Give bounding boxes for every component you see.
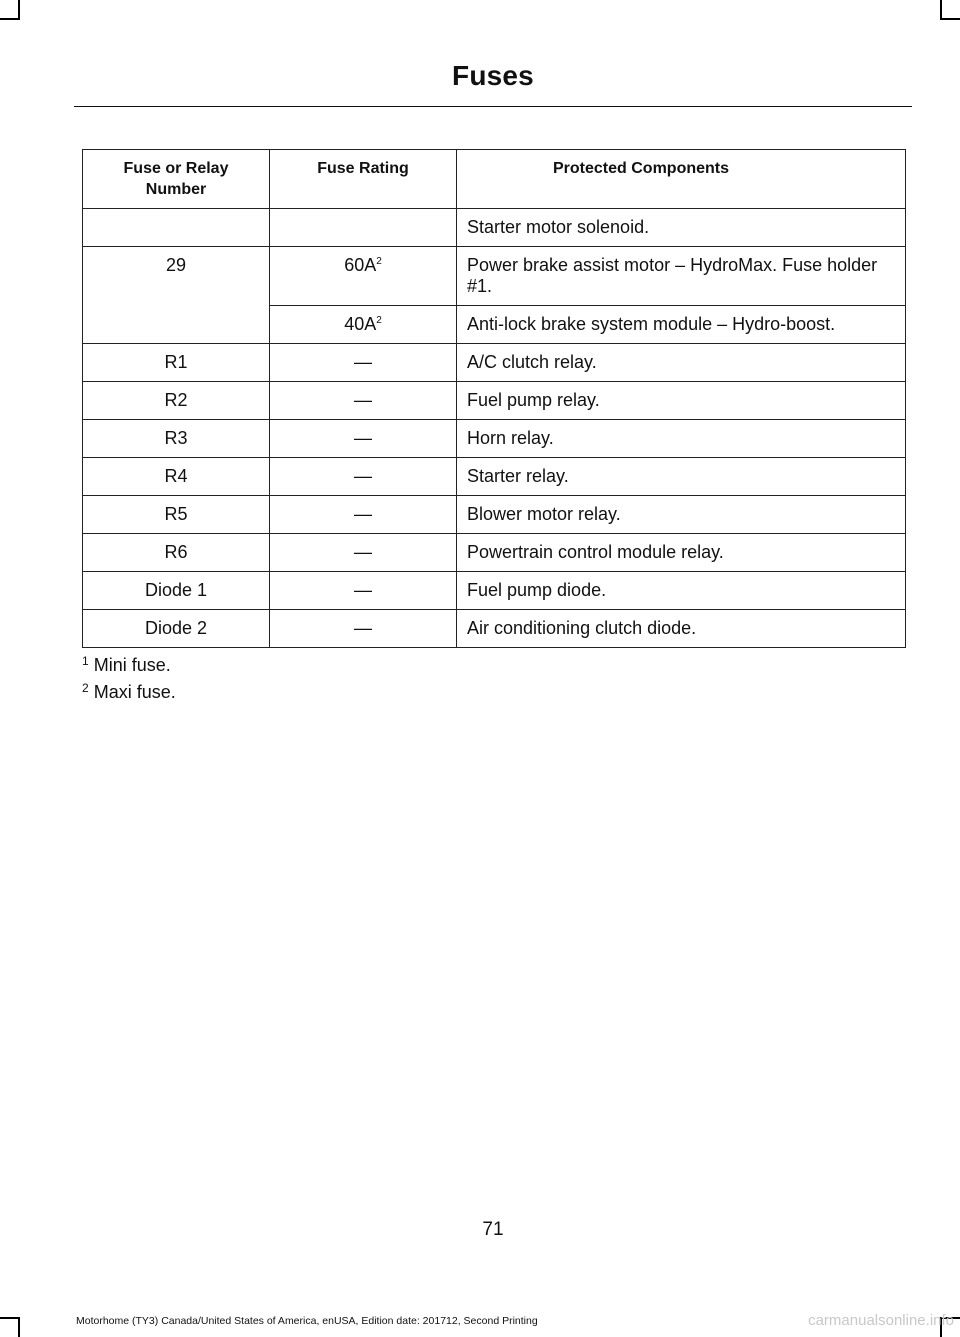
table-row: [83, 382, 906, 420]
column-header-number: Fuse or Relay Number: [83, 150, 270, 209]
crop-mark: [18, 1317, 20, 1337]
fuse-number: Diode 2: [83, 610, 270, 648]
table-row: [83, 496, 906, 534]
page-title: Fuses: [452, 60, 534, 91]
fuse-rating: —: [270, 496, 457, 534]
fuse-rating: [270, 306, 457, 344]
crop-mark: [0, 18, 20, 20]
table-header-row: [83, 150, 906, 209]
protected-component: A/C clutch relay.: [457, 344, 906, 382]
edition-line: Motorhome (TY3) Canada/United States of America, enUSA, Edition date: 201712, Second Printing: [76, 1315, 538, 1327]
table-row: [83, 534, 906, 572]
protected-component: Starter relay.: [457, 458, 906, 496]
column-header-rating: Fuse Rating: [270, 150, 457, 209]
fuse-rating: —: [270, 458, 457, 496]
rating-value: 60A: [344, 255, 377, 275]
footnote-mark: 1: [82, 654, 89, 668]
protected-component: Fuel pump diode.: [457, 572, 906, 610]
protected-component: Blower motor relay.: [457, 496, 906, 534]
protected-component: Fuel pump relay.: [457, 382, 906, 420]
footnote-ref: 2: [376, 256, 382, 267]
fuse-rating: [270, 209, 457, 247]
fuse-number: R4: [83, 458, 270, 496]
fuse-number: R2: [83, 382, 270, 420]
table-row: [83, 420, 906, 458]
table-row: [83, 458, 906, 496]
table-row: [83, 209, 906, 247]
watermark: carmanualsonline.info: [808, 1312, 954, 1329]
crop-mark: [940, 18, 960, 20]
fuse-number: R6: [83, 534, 270, 572]
fuse-rating: —: [270, 344, 457, 382]
fuse-rating: —: [270, 572, 457, 610]
footnote-ref: 2: [376, 315, 382, 326]
crop-mark: [0, 1317, 20, 1319]
fuse-number: 29: [83, 247, 270, 344]
fuse-rating: —: [270, 610, 457, 648]
table-row: [83, 344, 906, 382]
footnote-text: Maxi fuse.: [93, 682, 176, 702]
fuse-number: R5: [83, 496, 270, 534]
protected-component: Power brake assist motor – HydroMax. Fuse holder #1.: [457, 247, 906, 306]
protected-component: Anti-lock brake system module – Hydro-boost.: [457, 306, 906, 344]
fuse-number: [83, 209, 270, 247]
table-row: [83, 247, 906, 306]
footnote-text: Mini fuse.: [93, 655, 171, 675]
footnote: [82, 652, 176, 679]
fuse-number: Diode 1: [83, 572, 270, 610]
fuse-number: R3: [83, 420, 270, 458]
protected-component: Air conditioning clutch diode.: [457, 610, 906, 648]
crop-mark: [18, 0, 20, 20]
footnote: [82, 679, 176, 706]
crop-mark: [940, 0, 942, 20]
table-row: [83, 610, 906, 648]
fuse-table: [82, 149, 906, 648]
fuse-rating: [270, 247, 457, 306]
fuse-rating: —: [270, 382, 457, 420]
fuse-rating: —: [270, 534, 457, 572]
fuse-rating: —: [270, 420, 457, 458]
page-number: 71: [482, 1219, 504, 1240]
protected-component: Powertrain control module relay.: [457, 534, 906, 572]
footnotes: [82, 652, 176, 706]
column-header-components: Protected Components: [457, 150, 906, 209]
title-divider: [74, 106, 912, 107]
protected-component: Starter motor solenoid.: [457, 209, 906, 247]
rating-value: 40A: [344, 314, 377, 334]
footnote-mark: 2: [82, 681, 89, 695]
fuse-number: R1: [83, 344, 270, 382]
protected-component: Horn relay.: [457, 420, 906, 458]
table-row: [83, 572, 906, 610]
